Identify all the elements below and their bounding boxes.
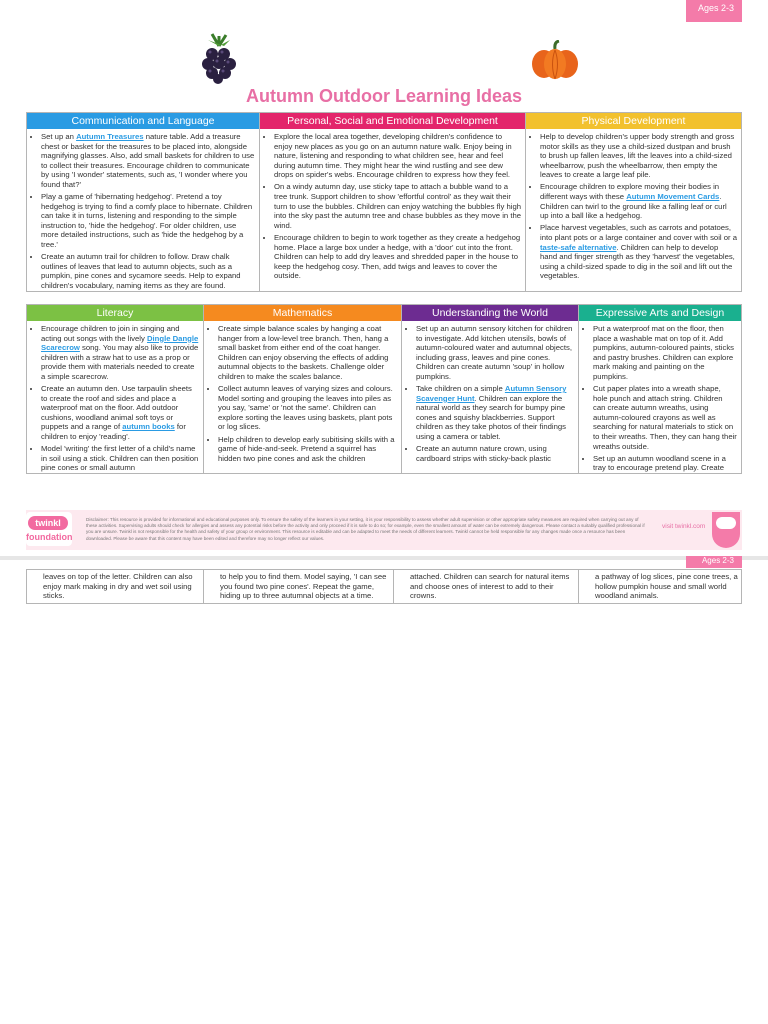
taste-safe-alternative-link[interactable]: taste-safe alternative [540, 242, 617, 252]
personal-header: Personal, Social and Emotional Development [260, 113, 525, 129]
autumn-books-link[interactable]: autumn books [122, 422, 175, 432]
list-item: • Explore the local area together, developing children's confidence to enjoy new places as you go on an autumn nature walk. Enjoy being in nature, listening and responding to what children see, hear and feel during autumn time. They might hear the wind rustling and see dew drops on spider's webs. Encourage children to express how they feel. [274, 132, 521, 180]
expressive-column [579, 305, 741, 473]
understanding-header: Understanding the World [402, 305, 578, 321]
understanding-continued: attached. Children can search for natural items and choose ones of interest to add to their crowns. [394, 570, 579, 603]
list-item: • Create an autumn trail for children to follow. Draw chalk outlines of leaves that lead to autumn objects, such as a pumpkin, pine cones and sycamore seeds. Help to expand children's vocabulary, naming items as they are found. [41, 252, 255, 290]
personal-column [260, 113, 526, 291]
list-item: • Create an autumn den. Use tarpaulin sheets to create the roof and sides and place a waterproof mat on the floor. Add outdoor cushions, woodland animal soft toys or puppets and a range of autumn books for children to enjoy 'reading'. [41, 384, 199, 442]
list-item: • Create simple balance scales by hanging a coat hanger from a low-level tree branch. Then, hang a small basket from either end of the coat hanger. Children can enjoy observing the effects of adding autumnal objects to the baskets. Challenge older children to make the scales balance. [218, 324, 397, 382]
list-item: • Play a game of 'hibernating hedgehog'. Pretend a toy hedgehog is trying to find a comfy place to hibernate. Children can take it in turns, listening and responding to the simple instruction to, 'hide the hedgehog'. For older children, use more detailed instructions, such as 'hide the hedgehog by a tree.' [41, 192, 255, 250]
mathematics-continued: to help you to find them. Model saying, 'I can see you found two pine cones'. Repeat the game, hiding up to three autumnal objects at a time. [204, 570, 394, 603]
blackberry-icon [200, 32, 238, 84]
quality-standard-badge-icon [712, 512, 740, 548]
list-item: • Model 'writing' the first letter of a child's name in soil using a stick. Children can then position pine cones or small autumn [41, 444, 199, 473]
dingle-dangle-scarecrow-link[interactable]: Dingle Dangle Scarecrow [41, 333, 199, 353]
mathematics-header: Mathematics [204, 305, 401, 321]
list-item: • Create an autumn nature crown, using cardboard strips with sticky-back plastic [416, 444, 574, 463]
communication-column [27, 113, 260, 291]
continued-row [26, 569, 742, 604]
list-item: • Collect autumn leaves of varying sizes and colours. Model sorting and grouping the leaves into piles as you say, 'same' or 'not the same'. Children can explore sorting the leaves using baskets, plant pots or log slices. [218, 384, 397, 432]
page-two [0, 556, 768, 1024]
visit-link[interactable]: visit twinkl.com [662, 523, 706, 530]
twinkl-foundation-logo[interactable]: twinkl foundation [26, 512, 72, 546]
list-item: • Place harvest vegetables, such as carrots and potatoes, into plant pots or a large container and cover with soil or a taste-safe alternative. Children can help to develop hand and finger strength as they 'harvest' the vegetables, using a child-sized spade to dig in the soil and lift out the vegetables. [540, 223, 737, 281]
list-item: • Set up an Autumn Treasures nature table. Add a treasure chest or basket for the treasures to be placed into, alongside magnifying glasses. Also, add small baskets for children to use to collect their treasures. Encourage children to communicate by using 'I wonder' statements, such as, 'I wonder where you found that?' [41, 132, 255, 190]
communication-header: Communication and Language [27, 113, 259, 129]
pumpkin-icon [530, 40, 580, 80]
physical-column [526, 113, 741, 291]
physical-header: Physical Development [526, 113, 741, 129]
list-item: • Encourage children to join in singing and acting out songs with the lively Dingle Dangle Scarecrow song. You may also like to provide children with a straw hat to use as a prop or provide them with materials needed to create a simple scarecrow. [41, 324, 199, 382]
area-grid-row-one [26, 112, 742, 292]
literacy-header: Literacy [27, 305, 203, 321]
page-title: Autumn Outdoor Learning Ideas [245, 86, 522, 106]
literacy-continued: leaves on top of the letter. Children can also enjoy mark making in dry and wet soil using sticks. [27, 570, 204, 603]
autumn-treasures-link[interactable]: Autumn Treasures [76, 132, 144, 141]
list-item: • Help to develop children's upper body strength and gross motor skills as they use a child-sized dustpan and brush to brush up fallen leaves, lift the leaves into a child-sized wheelbarrow, push the wheelbarrow, then empty the leaves to create a large leaf pile. [540, 132, 737, 180]
footer [26, 510, 742, 550]
autumn-movement-cards-link[interactable]: Autumn Movement Cards [626, 192, 720, 202]
list-item: • On a windy autumn day, use sticky tape to attach a bubble wand to a tree trunk. Support children to show 'effortful control' as they wait their turn to use the bubbles. Children can enjoy watching the bubbles fly high into the sky past the autumn tree and chase bubbles as they move in the wind. [274, 182, 521, 230]
list-item: • Help children to develop early subitising skills with a game of hide-and-seek. Pretend a squirrel has hidden two pine cones and ask the children [218, 435, 397, 464]
age-tag-page-two: Ages 2-3 [686, 556, 742, 568]
list-item: • Set up an autumn woodland scene in a tray to encourage pretend play. Create [593, 454, 737, 473]
area-grid-row-two [26, 304, 742, 474]
age-tag: Ages 2-3 [686, 0, 742, 22]
list-item: • Put a waterproof mat on the floor, then place a washable mat on top of it. Add pumpkins, autumn-coloured paints, sticks and pastry brushes. Children can explore mark making and painting on the pumpkins. [593, 324, 737, 382]
understanding-column [402, 305, 579, 473]
list-item: • Encourage children to begin to work together as they create a hedgehog home. Place a large box under a hedge, with a 'door' cut into the front. Children can help to add dry leaves and shredded paper in the house to keep the hedgehog cosy. Then, add twigs and leaves to cover the outside. [274, 233, 521, 281]
list-item: • Cut paper plates into a wreath shape, hole punch and attach string. Children can create autumn wreaths, using autumn-coloured crayons as well as searching for natural materials to stick on to their wreaths. Then, they can hang their wreaths outside. [593, 384, 737, 451]
literacy-column [27, 305, 204, 473]
list-item: • Encourage children to explore moving their bodies in different ways with these Autumn Movement Cards. Children can twirl to the ground like a falling leaf or curl up into a ball like a hedgehog. [540, 182, 737, 220]
sensory-scavenger-hunt-link[interactable]: Autumn Sensory Scavenger Hunt [416, 384, 567, 403]
list-item: • Take children on a simple Autumn Sensory Scavenger Hunt. Children can explore the natural world as they search for bumpy pine cones and squishy blackberries. Support children as they take photos of their findings using a camera or tablet. [416, 384, 574, 442]
disclaimer-text: Disclaimer: This resource is provided for informational and educational purposes only. To ensure the safety of the learners in your setting, it is your responsibility to assess whether adult supervision or other appropriate safety measures are required when carrying out any of these activities. Supervising adults should check for allergies and assess any potential risks before the activity and only proceed if it is safe to do so; for example, even the smallest amount of water can be extremely dangerous. Please contact a suitably qualified professional if you are unsure. Twinkl is not responsible for the health and safety of your group or environment. This resource is editable and can be adapted to meet the needs of different learners. Twinkl cannot be held responsible for any changes made once a resource has been downloaded. Please be aware that this content may have been edited and therefore may no longer reflect our values. [86, 517, 645, 541]
mathematics-column [204, 305, 402, 473]
expressive-header: Expressive Arts and Design [579, 305, 741, 321]
list-item: • Set up an autumn sensory kitchen for children to investigate. Add kitchen utensils, bowls of autumn-coloured water and autumnal objects, including grass, leaves and pine cones. Children can create autumn 'soup' in hollow pumpkins. [416, 324, 574, 382]
expressive-continued: a pathway of log slices, pine cone trees, a hollow pumpkin house and small world woodland animals. [595, 572, 738, 601]
